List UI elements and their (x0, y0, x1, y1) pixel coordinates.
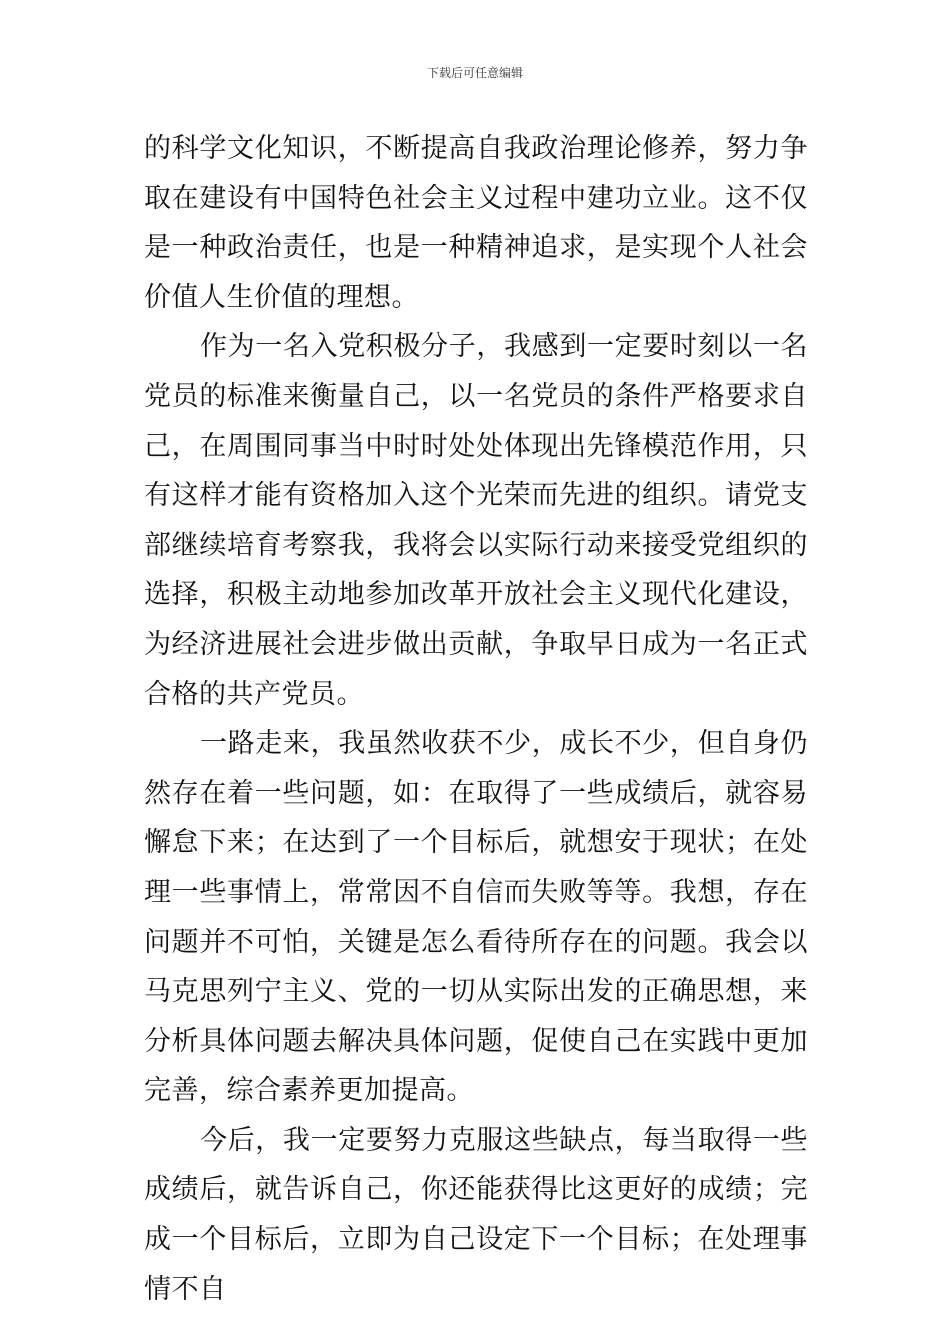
page-header: 下载后可任意编辑 (426, 66, 523, 80)
paragraph-4: 今后，我一定要努力克服这些缺点，每当取得一些成绩后，就告诉自己，你还能获得比这更好的成绩；完成一个目标后，立即为自己设定下一个目标；在处理事情不自 (144, 1124, 808, 1305)
paragraph-1: 的科学文化知识，不断提高自我政治理论修养，努力争取在建设有中国特色社会主义过程中建功立业。这不仅是一种政治责任，也是一种精神追求，是实现个人社会价值人生价值的理想。 (144, 133, 808, 313)
document-body (144, 124, 808, 1314)
paragraph-3: 一路走来，我虽然收获不少，成长不少，但自身仍然存在着一些问题，如：在取得了一些成绩后，就容易懈怠下来；在达到了一个目标后，就想安于现状；在处理一些事情上，常常因不自信而失败等等。我想，存在问题并不可怕，关键是怎么看待所存在的问题。我会以马克思列宁主义、党的一切从实际出发的正确思想，来分析具体问题去解决具体问题，促使自己在实践中更加完善，综合素养更加提高。 (144, 728, 808, 1107)
paragraph-2: 作为一名入党积极分子，我感到一定要时刻以一名党员的标准来衡量自己，以一名党员的条件严格要求自己，在周围同事当中时时处处体现出先锋模范作用，只有这样才能有资格加入这个光荣而先进的组织。请党支部继续培育考察我，我将会以实际行动来接受党组织的选择，积极主动地参加改革开放社会主义现代化建设，为经济进展社会进步做出贡献，争取早日成为一名正式合格的共产党员。 (144, 331, 808, 710)
